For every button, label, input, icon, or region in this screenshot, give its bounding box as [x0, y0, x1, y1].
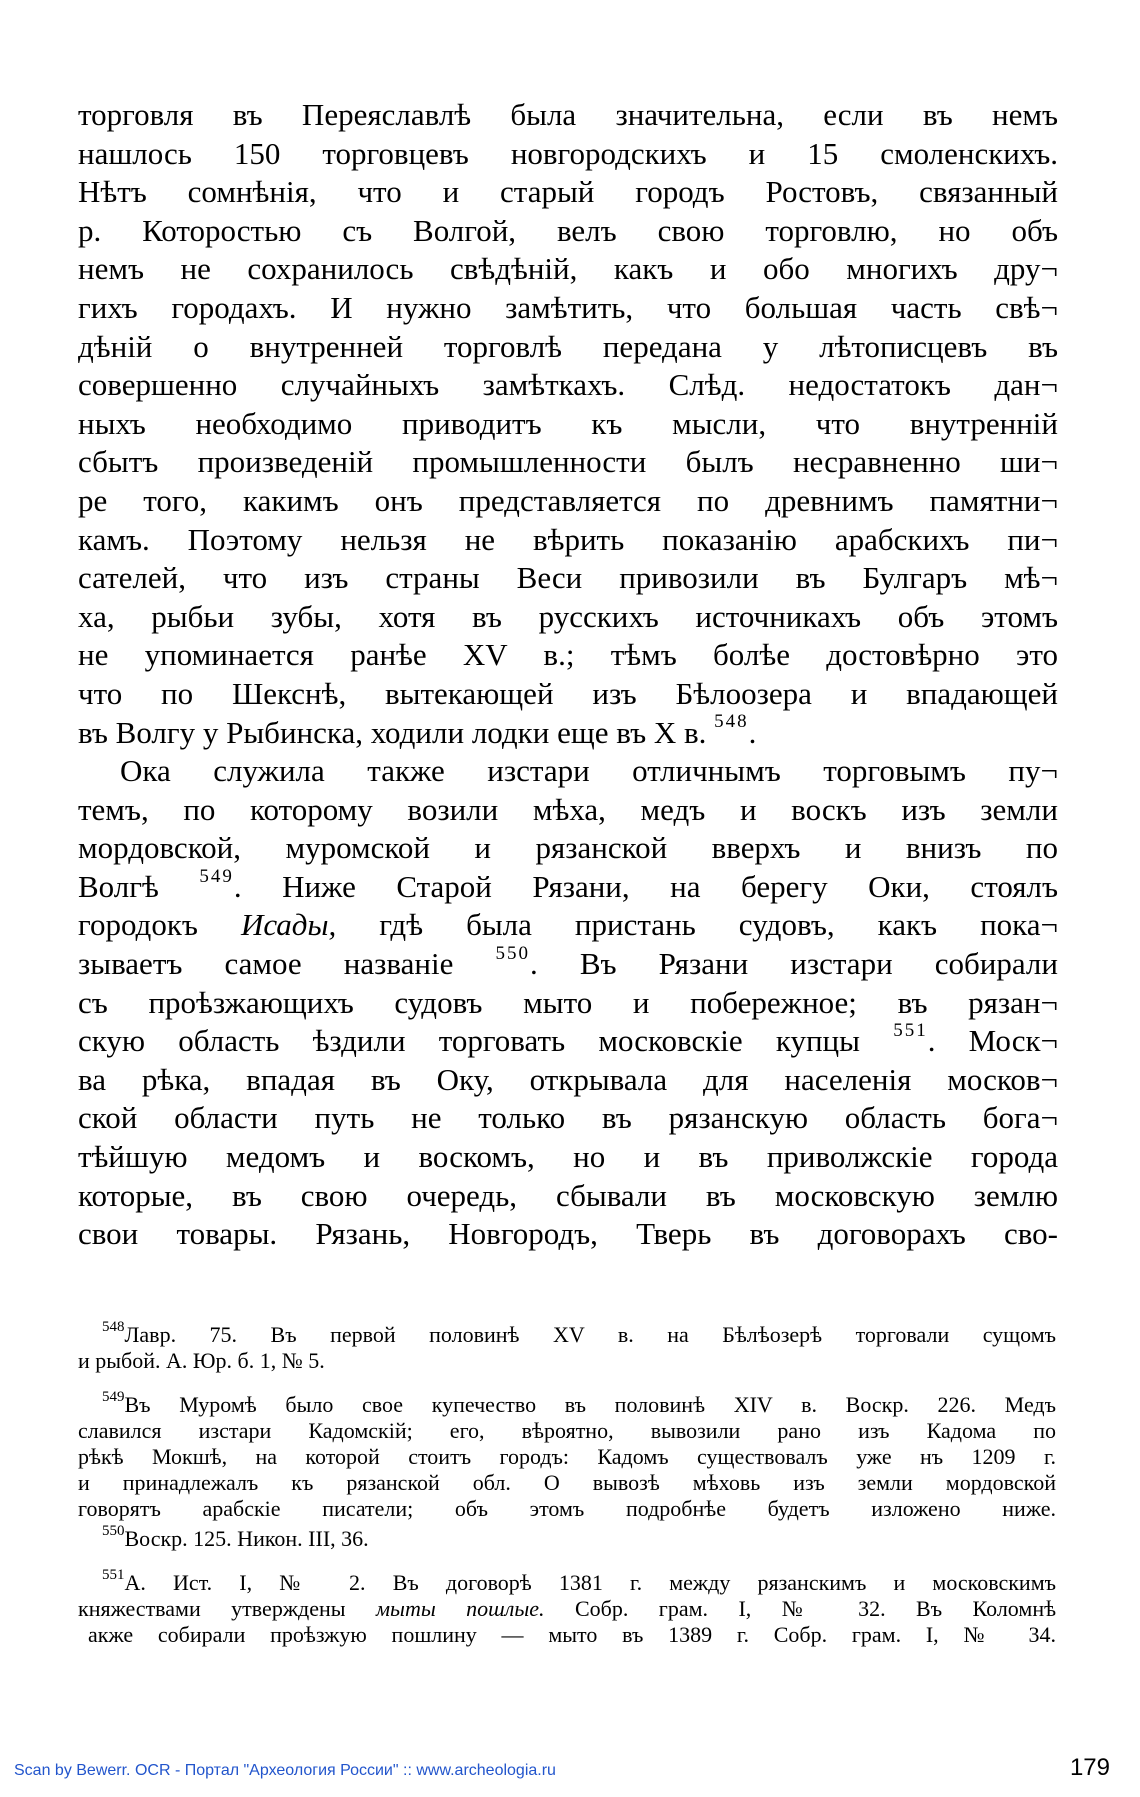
text-line: свои товары. Рязань, Новгородъ, Тверь въ договорахъ сво-	[78, 1216, 1058, 1252]
footnote-ref-550[interactable]: 550	[495, 942, 530, 964]
footnotes	[78, 1318, 1057, 1666]
text-line: ха, рыбьи зубы, хотя въ русскихъ источникахъ объ этомъ	[78, 598, 1058, 634]
text-line: ре того, какимъ онъ представляется по древнимъ памятни¬	[78, 482, 1058, 518]
text-line: торговля въ Переяславлѣ была значительна, если въ немъ	[78, 97, 1058, 132]
text-line: р. Которостью съ Волгой, велъ свою торговлю, но объ	[78, 212, 1058, 248]
footnote-548	[78, 1318, 1056, 1374]
footnote-text: А. Ист. I, № 2. Въ договорѣ 1381 г. между рязанскимъ и московскимъ	[124, 1570, 1056, 1595]
text-line: дѣній о внутренней торговлѣ передана у лѣтописцевъ въ	[78, 328, 1058, 364]
footnote-line: рѣкѣ Мокшѣ, на которой стоитъ городъ: Кадомъ существовалъ уже нъ 1209 г.	[78, 1444, 1056, 1469]
footnote-line: славился изстари Кадомскій; его, вѣроятно, вывозили рано изъ Кадома по	[78, 1418, 1056, 1443]
text-fragment: зываетъ самое названіе	[78, 946, 454, 982]
footnote-line	[78, 1388, 1056, 1418]
footnote-ref-551[interactable]: 551	[893, 1019, 928, 1041]
text-line	[78, 865, 1059, 907]
italic-term: Исады,	[240, 907, 337, 943]
footnote-ref-548[interactable]: 548	[714, 711, 749, 733]
footnote-line: и рыбой. А. Юр. б. 1, № 5.	[78, 1348, 325, 1373]
footnote-text: Въ Муромѣ было свое купечество въ половинѣ XIV в. Воскр. 226. Медъ	[124, 1392, 1056, 1417]
text-line: которые, въ свою очередь, сбывали въ московскую землю	[78, 1177, 1058, 1213]
footnote-550	[78, 1522, 1056, 1552]
text-line	[78, 906, 1058, 945]
text-line: темъ, по которому возили мѣха, медъ и воскъ изъ земли	[78, 791, 1058, 827]
text-line: камъ. Поэтому нельзя не вѣрить показанію арабскихъ пи¬	[78, 521, 1058, 557]
text-fragment: гдѣ была пристань судовъ, какъ пока¬	[379, 907, 1059, 943]
footnote-text: Лавр. 75. Въ первой половинѣ XV в. на Бѣлѣозерѣ торговали сущомъ	[124, 1322, 1056, 1347]
footnote-line: говорятъ арабскіе писатели; объ этомъ подробнѣе будетъ изложено ниже.	[78, 1496, 1056, 1521]
text-line: съ проѣзжающихъ судовъ мыто и побережное; въ рязан¬	[78, 984, 1058, 1020]
text-line: ва рѣка, впадая въ Оку, открывала для населенія москов¬	[78, 1061, 1058, 1097]
text-fragment: скую область ѣздили торговать московскіе купцы	[78, 1023, 860, 1059]
text-line: немъ не сохранилось свѣдѣній, какъ и обо многихъ дру¬	[78, 251, 1058, 287]
text-fragment: Волгѣ	[78, 868, 159, 904]
text-line: гихъ городахъ. И нужно замѣтить, что большая часть свѣ¬	[78, 289, 1058, 325]
text-line: сателей, что изъ страны Веси привозили въ Булгаръ мѣ¬	[78, 560, 1058, 596]
footnote-ref-549[interactable]: 549	[199, 865, 234, 887]
footnote-line	[78, 1596, 1056, 1622]
footnote-line: и принадлежалъ къ рязанской обл. О вывозѣ мѣховь изъ земли мордовской	[78, 1470, 1056, 1495]
main-text	[78, 96, 1058, 1254]
footnote-549	[78, 1388, 1056, 1522]
footnote-number: 550	[102, 1522, 125, 1539]
text-line: тѣйшую медомъ и воскомъ, но и въ приволжскіе города	[78, 1139, 1058, 1175]
text-line: не упоминается ранѣе XV в.; тѣмъ болѣе достовѣрно это	[78, 637, 1058, 673]
text-line: Нѣтъ сомнѣнія, что и старый городъ Ростовъ, связанный	[78, 174, 1058, 210]
footnote-text: Воскр. 125. Никон. III, 36.	[124, 1526, 369, 1551]
text-fragment: . Ниже Старой Рязани, на берегу Оки, стоялъ	[233, 868, 1059, 904]
text-fragment: .	[748, 714, 757, 750]
text-line: ской области путь не только въ рязанскую область бога¬	[78, 1100, 1058, 1136]
text-fragment: . Въ Рязани изстари собирали	[529, 946, 1058, 982]
footnote-551	[78, 1566, 1057, 1648]
text-fragment: городокъ	[78, 907, 198, 943]
footnote-text: Собр. грам. I, № 32. Въ Коломнѣ	[575, 1596, 1057, 1621]
footnote-number: 551	[102, 1566, 125, 1583]
footnote-text: княжествами утверждены	[78, 1596, 346, 1621]
text-line: Ока служила также изстари отличнымъ торговымъ пу¬	[120, 753, 1058, 789]
footnote-line	[78, 1522, 1056, 1552]
text-line	[78, 711, 1058, 753]
page-number: 179	[1069, 1754, 1110, 1781]
footnote-line	[78, 1566, 1056, 1596]
text-line: что по Шекснѣ, вытекающей изъ Бѣлоозера и впадающей	[78, 675, 1058, 711]
text-line	[78, 1019, 1058, 1061]
scan-credit-link[interactable]: Scan by Bewerr. OCR - Портал "Археология России" :: www.archeologia.ru	[14, 1762, 556, 1779]
footnote-line: акже собирали проѣзжую пошлину — мыто въ 1389 г. Собр. грам. I, № 34.	[88, 1622, 1056, 1647]
footnote-number: 548	[102, 1318, 125, 1335]
italic-term: мыты пошлые.	[376, 1596, 545, 1621]
text-line: нашлось 150 торговцевъ новгородскихъ и 15 смоленскихъ.	[78, 135, 1058, 171]
text-line: ныхъ необходимо приводитъ къ мысли, что внутренній	[78, 405, 1058, 441]
text-line: сбытъ произведеній промышленности былъ несравненно ши¬	[78, 444, 1058, 480]
footnote-number: 549	[102, 1388, 125, 1405]
text-fragment: въ Волгу у Рыбинска, ходили лодки еще въ X в.	[78, 714, 707, 750]
text-line: совершенно случайныхъ замѣткахъ. Слѣд. недостатокъ дан¬	[78, 367, 1058, 403]
footnote-line	[78, 1318, 1056, 1348]
text-line: мордовской, муромской и рязанской вверхъ и внизъ по	[78, 830, 1058, 866]
text-fragment: . Моск¬	[927, 1023, 1058, 1059]
text-line	[78, 942, 1058, 984]
